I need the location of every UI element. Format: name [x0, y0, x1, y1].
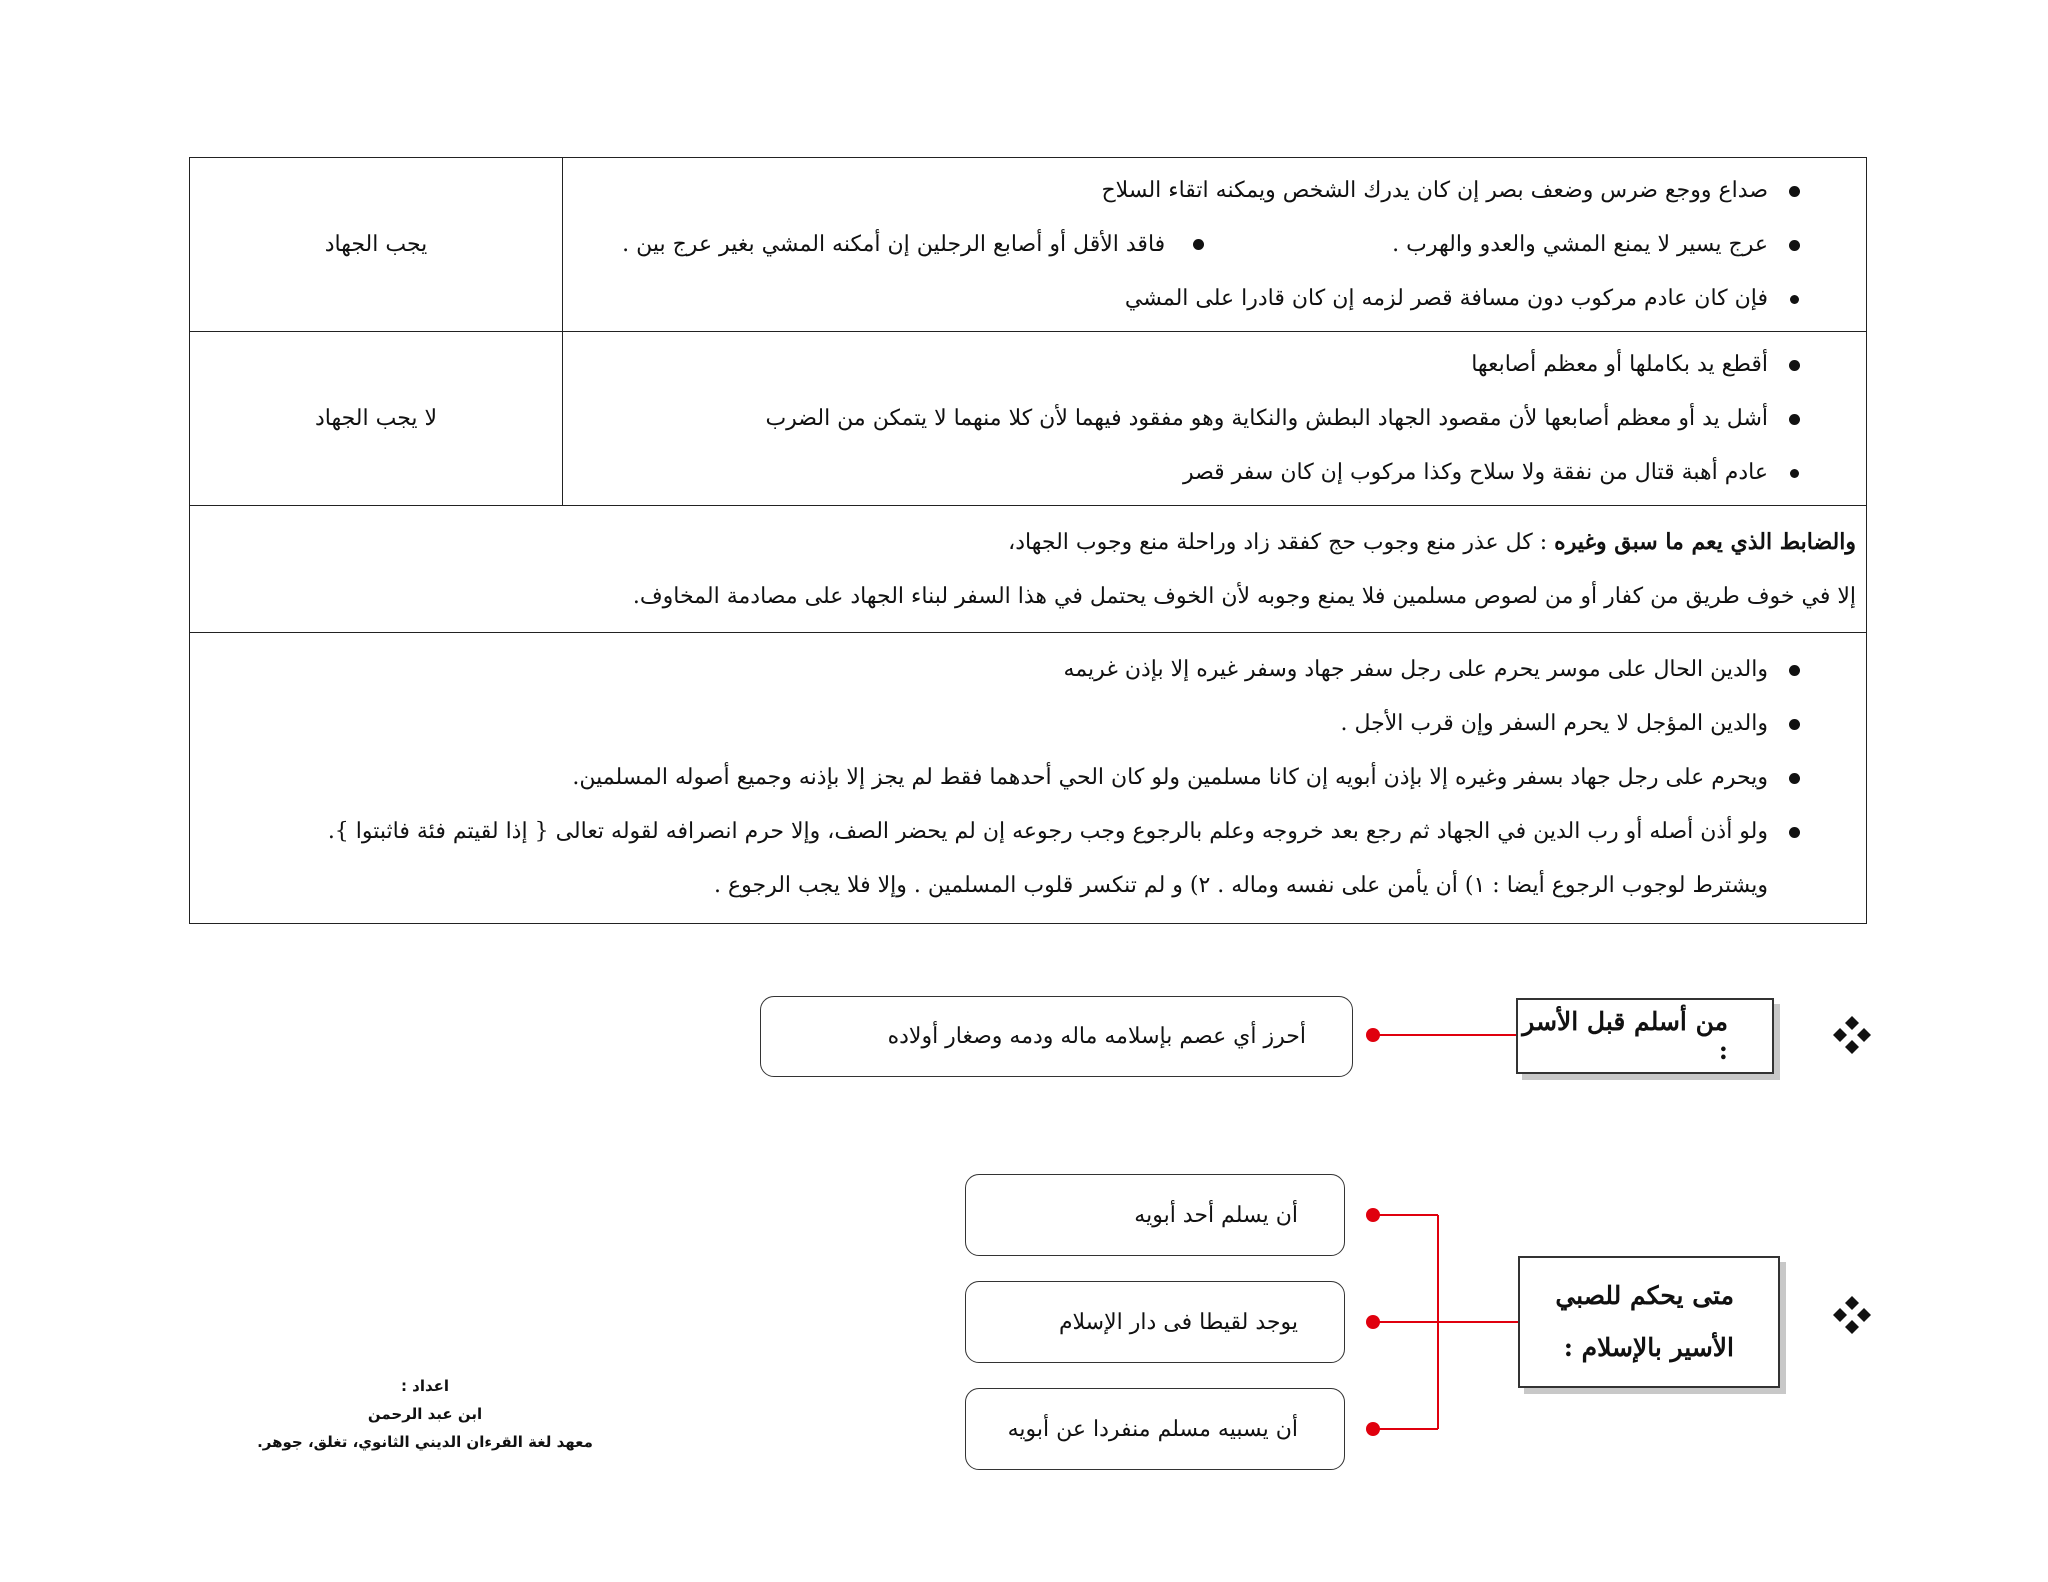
rule-line1: : كل عذر منع وجوب حج كفقد زاد وراحلة منع وجوب الجهاد،	[1008, 529, 1555, 555]
list-item-text: ويحرم على رجل جهاد بسفر وغيره إلا بإذن أبويه إن كانا مسلمين ولو كان الحي أحدهما فقط لم يجز إلا بإذنه وجميع أصوله المسلمين.	[572, 765, 1768, 790]
verdict-obligatory: يجب الجهاد	[190, 158, 563, 332]
captured-before-result	[760, 996, 1353, 1077]
list-item-text: والدين الحال على موسر يحرم على رجل سفر جهاد وسفر غيره إلا بإذن غريمه	[1063, 657, 1768, 682]
list-item-text: أشل يد أو معظم أصابعها لأن مقصود الجهاد البطش والنكاية وهو مفقود فيهما لأن كلا منهما لا يتمكن من الضرب	[765, 405, 1768, 431]
head-title-line1: متى يحكم للصبي	[1555, 1281, 1734, 1310]
list-item-text: عادم أهبة قتال من نفقة ولا سلاح وكذا مركوب إن كان سفر قصر	[1182, 459, 1768, 485]
option-parent-muslim	[965, 1174, 1345, 1256]
connector-dot	[1366, 1028, 1380, 1042]
verdict-not-obligatory: لا يجب الجهاد	[190, 332, 563, 506]
head-title: من أسلم قبل الأسر :	[1522, 1007, 1728, 1065]
option-text: أن يسبيه مسلم منفردا عن أبويه	[1007, 1416, 1298, 1442]
option-captured-alone	[965, 1388, 1345, 1470]
connector-dot	[1366, 1315, 1380, 1329]
list-item-text: فإن كان عادم مركوب دون مسافة قصر لزمه إن كان قادرا على المشي	[1124, 285, 1768, 311]
author-institute: معهد لغة القرءان الديني الثانوي، تغلق، جوهر.	[257, 1433, 593, 1451]
child-captive-head	[1518, 1256, 1780, 1388]
head-title-line2: الأسير بالإسلام :	[1563, 1333, 1734, 1362]
condition-line: ويشترط لوجوب الرجوع أيضا : ١) أن يأمن على نفسه وماله . ٢) و لم تنكسر قلوب المسلمين . وإلا فلا يجب الرجوع .	[714, 873, 1768, 898]
captured-before-head	[1516, 998, 1774, 1074]
list-item-text: ولو أذن أصله أو رب الدين في الجهاد ثم رجع بعد خروجه وعلم بالرجوع وجب رجوعه إن لم يحضر الصف، وإلا حرم انصرافه لقوله تعالى { إذا لقيتم فئة فاثبتوا }.	[327, 819, 1768, 844]
four-diamond-icon	[1831, 1014, 1873, 1056]
list-item-text: صداع ووجع ضرس وضعف بصر إن كان يدرك الشخص ويمكنه اتقاء السلاح	[1101, 177, 1768, 203]
list-item-text: أقطع يد بكاملها أو معظم أصابعها	[1471, 351, 1768, 377]
rule-lead: والضابط الذي يعم ما سبق وغيره	[1554, 528, 1856, 555]
result-text: أحرز أي عصم بإسلامه ماله ودمه وصغار أولاده	[887, 1024, 1306, 1049]
option-text: يوجد لقيطا فى دار الإسلام	[1058, 1309, 1298, 1335]
list-item-text: فاقد الأقل أو أصابع الرجلين إن أمكنه المشي بغير عرج بين .	[622, 231, 1166, 257]
option-foundling	[965, 1281, 1345, 1363]
connector-dot	[1366, 1422, 1380, 1436]
rule-line2: إلا في خوف طريق من كفار أو من لصوص مسلمين فلا يمنع وجوبه لأن الخوف يحتمل في هذا السفر لبناء الجهاد على مصادمة المخاوف.	[632, 583, 1856, 609]
list-item-text: والدين المؤجل لا يحرم السفر وإن قرب الأجل .	[1340, 711, 1768, 736]
connector-dot	[1366, 1208, 1380, 1222]
author-name: ابن عبد الرحمن	[367, 1405, 483, 1423]
author-credit	[250, 1372, 600, 1456]
list-item-text: عرج يسير لا يمنع المشي والعدو والهرب .	[1392, 231, 1768, 257]
author-label: اعداد :	[400, 1377, 450, 1395]
option-text: أن يسلم أحد أبويه	[1134, 1202, 1298, 1228]
four-diamond-icon	[1831, 1294, 1873, 1336]
